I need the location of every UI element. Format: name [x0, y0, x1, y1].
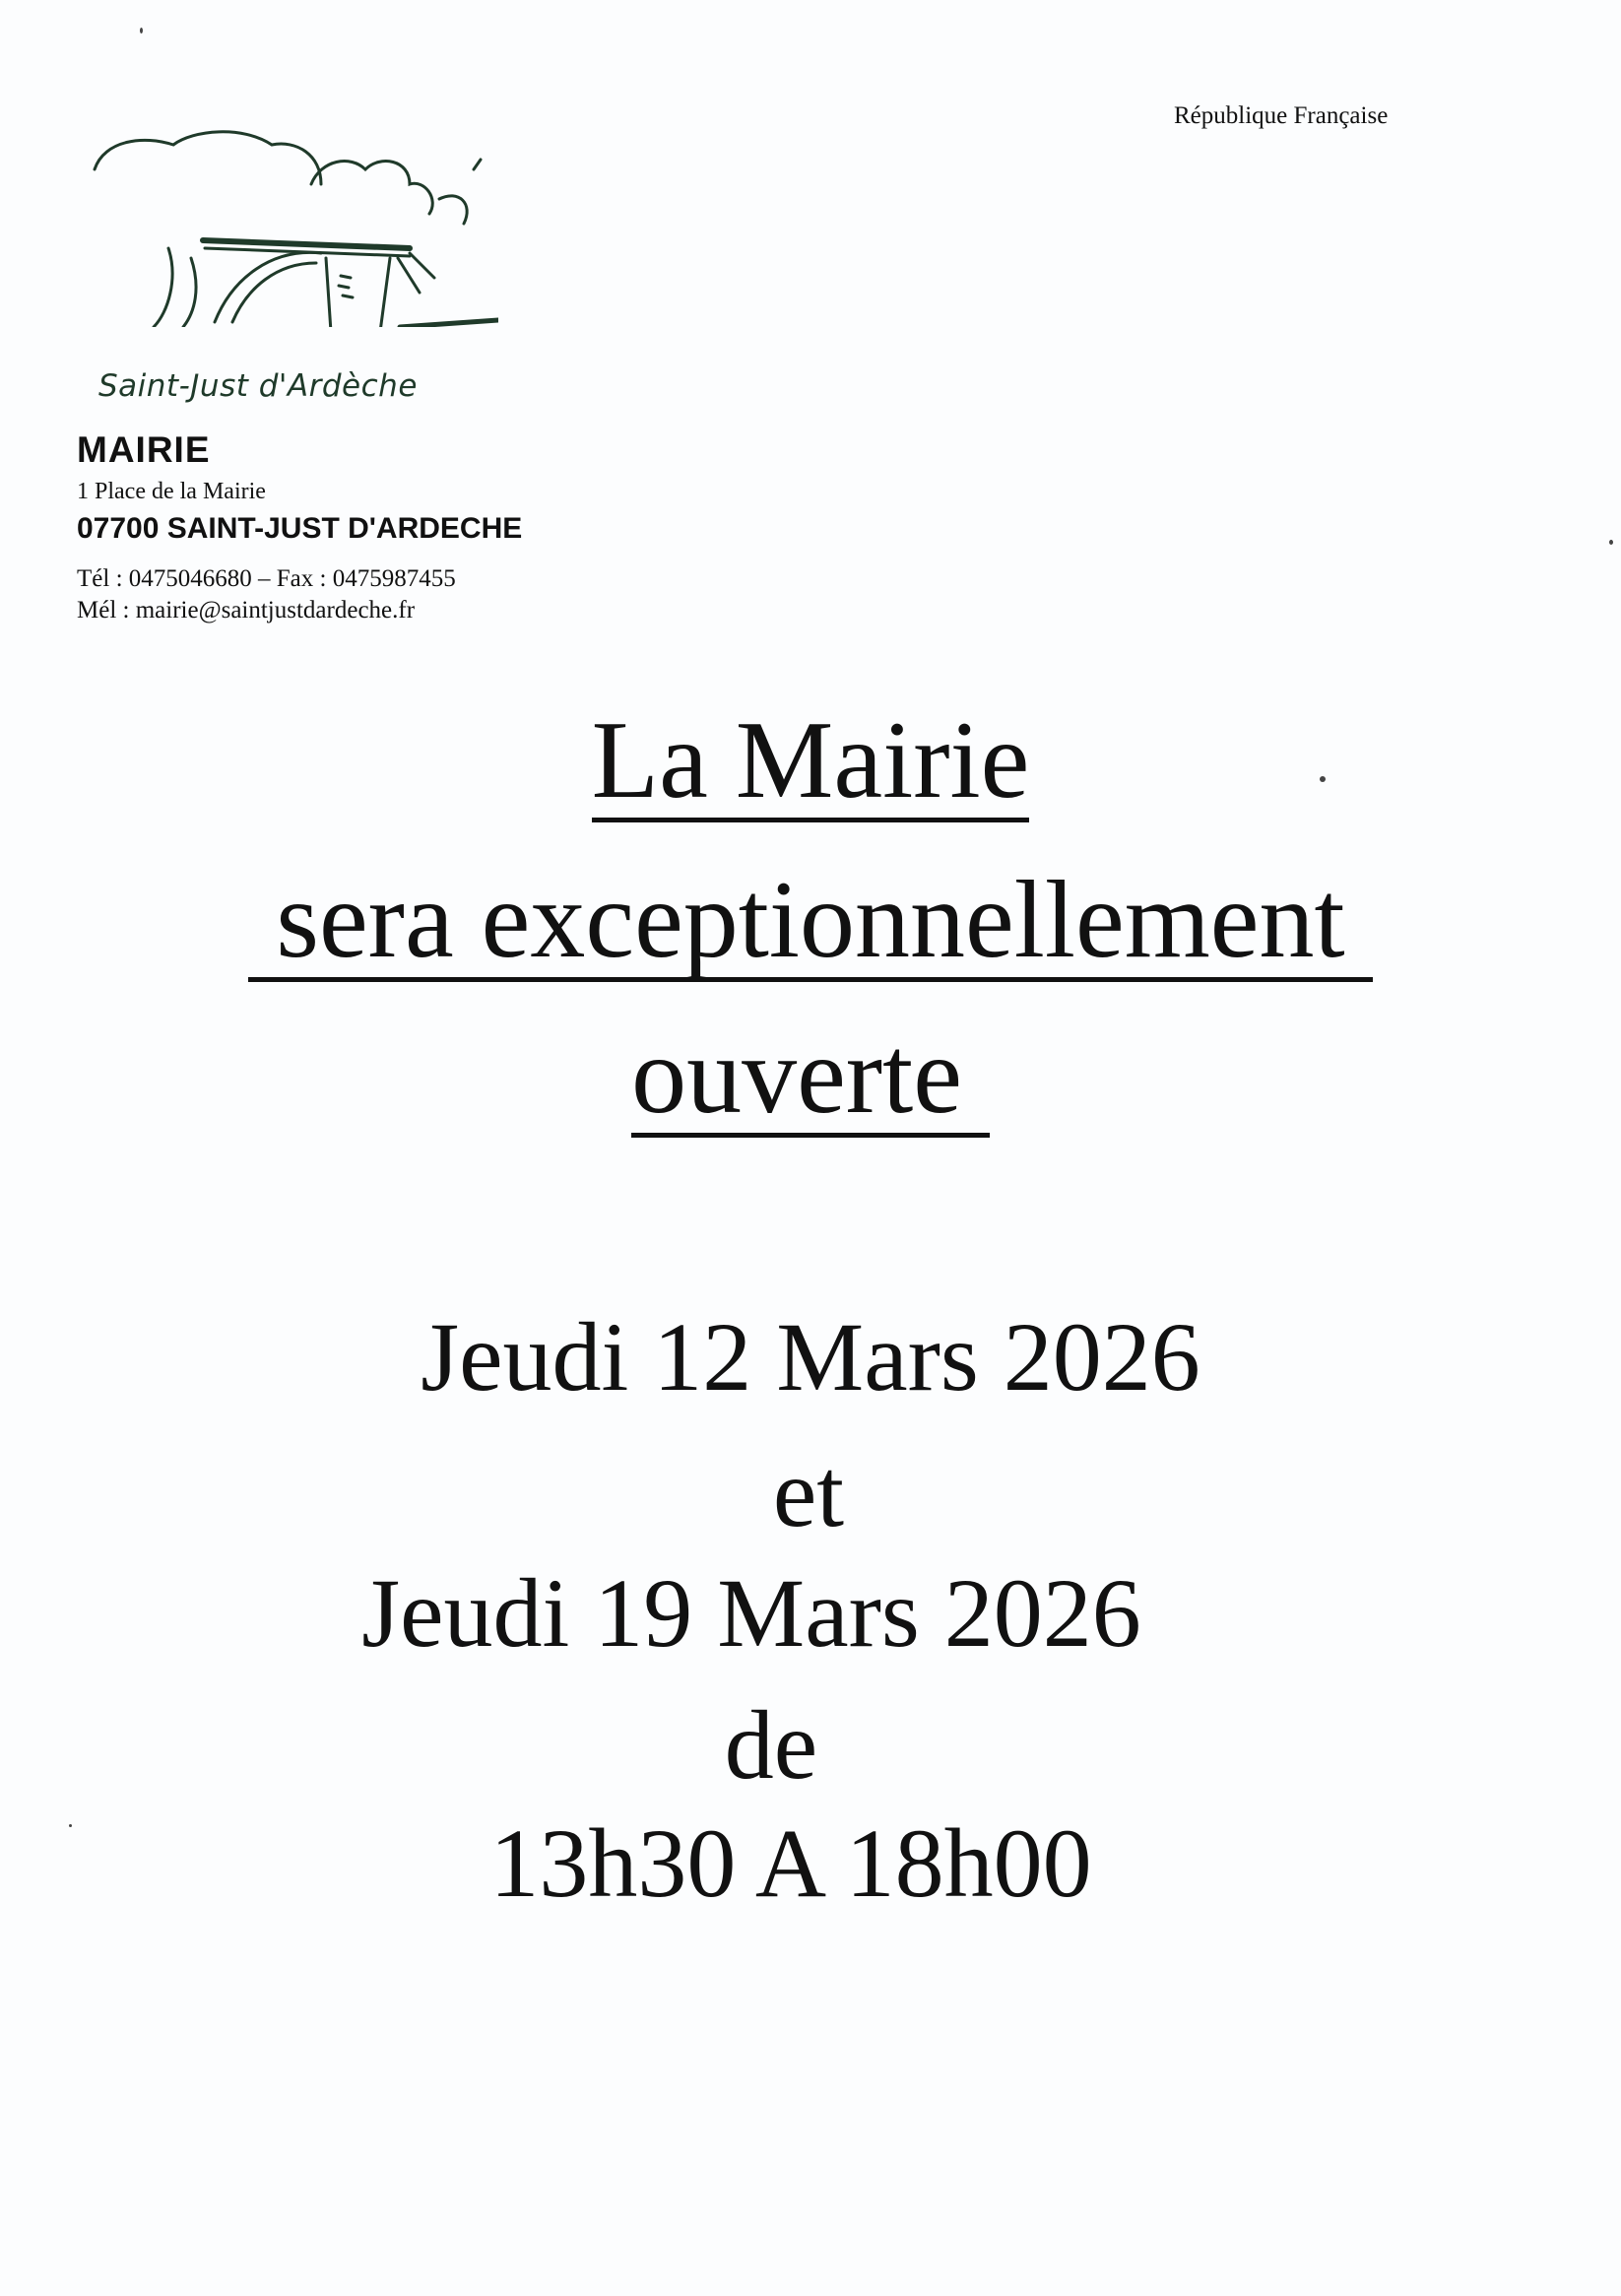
- scan-speck: [140, 28, 143, 33]
- headline-line-2: [0, 859, 1621, 982]
- address-city: 07700 SAINT-JUST D'ARDECHE: [77, 512, 523, 545]
- headline-line-3-text: ouverte: [631, 1015, 990, 1137]
- headline-line-3: [0, 1015, 1621, 1138]
- first-date: Jeudi 12 Mars 2026: [421, 1302, 1200, 1411]
- email-address: Mél : mairie@saintjustdardeche.fr: [77, 597, 416, 623]
- scan-speck: [69, 1824, 72, 1827]
- headline-line-1-text: La Mairie: [591, 699, 1030, 821]
- mairie-title: MAIRIE: [77, 429, 211, 470]
- republique-francaise-label: République Française: [1174, 102, 1389, 129]
- and-word: et: [772, 1438, 845, 1547]
- from-word: de: [724, 1690, 818, 1800]
- scan-speck: [1320, 776, 1326, 782]
- second-date: Jeudi 19 Mars 2026: [361, 1558, 1141, 1668]
- opening-hours: 13h30 A 18h00: [489, 1808, 1092, 1918]
- address-street: 1 Place de la Mairie: [77, 479, 266, 504]
- bridge-landscape-logo-icon: [85, 130, 498, 327]
- phone-fax: Tél : 0475046680 – Fax : 0475987455: [77, 565, 456, 592]
- scan-speck: [1609, 540, 1613, 545]
- logo-caption: Saint-Just d'Ardèche: [98, 368, 418, 404]
- headline-line-2-text: sera exceptionnellement: [248, 859, 1373, 981]
- headline-line-1: [0, 699, 1621, 822]
